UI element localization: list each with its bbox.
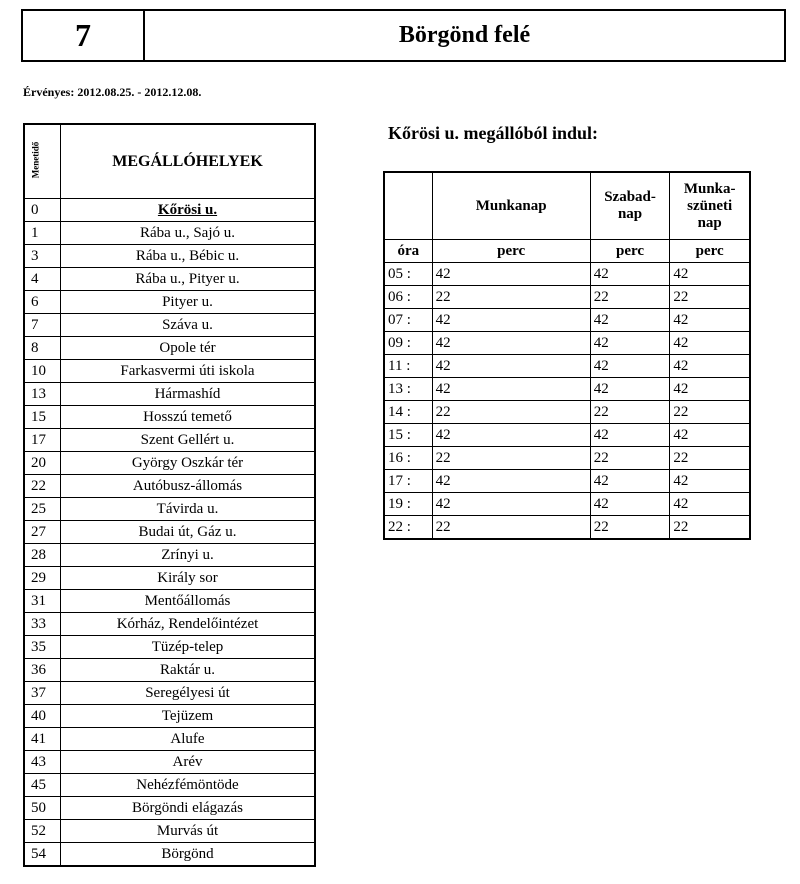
workday-minute: 22	[432, 401, 590, 424]
workday-minute: 42	[432, 309, 590, 332]
hour-column-header-blank	[384, 172, 432, 240]
stop-row	[24, 590, 315, 613]
stop-row	[24, 843, 315, 867]
stop-travel-minutes: 40	[24, 705, 61, 728]
stop-name: Raktár u.	[61, 659, 316, 682]
saturday-minute: 22	[590, 516, 670, 540]
stop-name: Tüzép-telep	[61, 636, 316, 659]
departure-row	[384, 378, 750, 401]
stop-row	[24, 682, 315, 705]
holiday-minute: 42	[670, 355, 750, 378]
minute-subheader-saturday: perc	[590, 240, 670, 263]
departure-hour: 13 :	[384, 378, 432, 401]
workday-minute: 42	[432, 355, 590, 378]
stop-name: Börgönd	[61, 843, 316, 867]
departure-row	[384, 424, 750, 447]
stop-name: Kórház, Rendelőintézet	[61, 613, 316, 636]
stop-name: Farkasvermi úti iskola	[61, 360, 316, 383]
minutes-column-header: Menetidő	[24, 124, 61, 199]
stop-row	[24, 291, 315, 314]
stop-travel-minutes: 27	[24, 521, 61, 544]
hour-subheader: óra	[384, 240, 432, 263]
workday-minute: 42	[432, 263, 590, 286]
stop-row	[24, 337, 315, 360]
departure-hour: 15 :	[384, 424, 432, 447]
stop-name: Rába u., Sajó u.	[61, 222, 316, 245]
stop-row	[24, 360, 315, 383]
stop-travel-minutes: 3	[24, 245, 61, 268]
workday-minute: 42	[432, 378, 590, 401]
holiday-minute: 22	[670, 286, 750, 309]
departure-row	[384, 355, 750, 378]
saturday-minute: 42	[590, 355, 670, 378]
workday-minute: 22	[432, 447, 590, 470]
saturday-minute: 42	[590, 263, 670, 286]
stop-row	[24, 314, 315, 337]
stop-travel-minutes: 1	[24, 222, 61, 245]
stop-row	[24, 751, 315, 774]
saturday-column-header: Szabad-nap	[590, 172, 670, 240]
stop-name: Autóbusz-állomás	[61, 475, 316, 498]
holiday-column-header: Munka-szüneti nap	[670, 172, 750, 240]
saturday-minute: 42	[590, 493, 670, 516]
workday-minute: 42	[432, 332, 590, 355]
stop-name: Király sor	[61, 567, 316, 590]
holiday-minute: 42	[670, 263, 750, 286]
stop-travel-minutes: 54	[24, 843, 61, 867]
route-header	[21, 9, 786, 62]
departure-row	[384, 401, 750, 424]
departures-table	[383, 171, 751, 540]
departure-row	[384, 470, 750, 493]
workday-minute: 42	[432, 493, 590, 516]
stop-row	[24, 728, 315, 751]
departure-row	[384, 447, 750, 470]
stop-travel-minutes: 6	[24, 291, 61, 314]
stop-name: Nehézfémöntöde	[61, 774, 316, 797]
stop-travel-minutes: 10	[24, 360, 61, 383]
stop-row	[24, 406, 315, 429]
stop-row	[24, 820, 315, 843]
minute-subheader-workday: perc	[432, 240, 590, 263]
departure-hour: 16 :	[384, 447, 432, 470]
holiday-minute: 42	[670, 424, 750, 447]
stop-travel-minutes: 52	[24, 820, 61, 843]
saturday-minute: 42	[590, 470, 670, 493]
route-number: 7	[23, 11, 145, 60]
stop-row	[24, 521, 315, 544]
stop-name: Opole tér	[61, 337, 316, 360]
departure-row	[384, 309, 750, 332]
stop-name: Tejüzem	[61, 705, 316, 728]
stop-travel-minutes: 8	[24, 337, 61, 360]
stop-row	[24, 429, 315, 452]
stop-name: Arév	[61, 751, 316, 774]
stop-name: Pityer u.	[61, 291, 316, 314]
stop-row	[24, 475, 315, 498]
stop-travel-minutes: 33	[24, 613, 61, 636]
workday-minute: 42	[432, 424, 590, 447]
stop-row	[24, 245, 315, 268]
stop-name: Seregélyesi út	[61, 682, 316, 705]
stops-body	[24, 199, 315, 867]
departure-hour: 07 :	[384, 309, 432, 332]
stop-row	[24, 498, 315, 521]
departure-hour: 19 :	[384, 493, 432, 516]
stop-travel-minutes: 20	[24, 452, 61, 475]
minute-subheader-holiday: perc	[670, 240, 750, 263]
stop-row	[24, 797, 315, 820]
departure-hour: 22 :	[384, 516, 432, 540]
stop-row	[24, 199, 315, 222]
validity-period: Érvényes: 2012.08.25. - 2012.12.08.	[23, 85, 202, 99]
saturday-minute: 42	[590, 378, 670, 401]
stops-column-header: MEGÁLLÓHELYEK	[61, 124, 316, 199]
stops-table	[23, 123, 316, 867]
stop-row	[24, 567, 315, 590]
stop-travel-minutes: 17	[24, 429, 61, 452]
saturday-minute: 42	[590, 309, 670, 332]
stop-travel-minutes: 43	[24, 751, 61, 774]
workday-minute: 42	[432, 470, 590, 493]
stop-travel-minutes: 31	[24, 590, 61, 613]
stop-row	[24, 705, 315, 728]
stop-name: György Oszkár tér	[61, 452, 316, 475]
departure-hour: 11 :	[384, 355, 432, 378]
holiday-minute: 22	[670, 401, 750, 424]
stop-travel-minutes: 13	[24, 383, 61, 406]
holiday-minute: 42	[670, 309, 750, 332]
stop-name: Rába u., Bébic u.	[61, 245, 316, 268]
departures-title: Kőrösi u. megállóból indul:	[388, 123, 599, 143]
stop-name: Budai út, Gáz u.	[61, 521, 316, 544]
saturday-minute: 22	[590, 401, 670, 424]
stop-row	[24, 452, 315, 475]
stop-row	[24, 544, 315, 567]
stop-row	[24, 383, 315, 406]
stop-travel-minutes: 4	[24, 268, 61, 291]
stop-travel-minutes: 22	[24, 475, 61, 498]
stop-name: Zrínyi u.	[61, 544, 316, 567]
stop-travel-minutes: 41	[24, 728, 61, 751]
stop-travel-minutes: 25	[24, 498, 61, 521]
departure-hour: 17 :	[384, 470, 432, 493]
stop-name: Száva u.	[61, 314, 316, 337]
workday-minute: 22	[432, 286, 590, 309]
saturday-minute: 22	[590, 447, 670, 470]
departure-hour: 05 :	[384, 263, 432, 286]
saturday-minute: 22	[590, 286, 670, 309]
stop-row	[24, 268, 315, 291]
departure-hour: 06 :	[384, 286, 432, 309]
stop-travel-minutes: 35	[24, 636, 61, 659]
departure-row	[384, 332, 750, 355]
holiday-minute: 22	[670, 516, 750, 540]
holiday-minute: 42	[670, 332, 750, 355]
stop-name: Hosszú temető	[61, 406, 316, 429]
stop-travel-minutes: 28	[24, 544, 61, 567]
stop-row	[24, 774, 315, 797]
holiday-minute: 42	[670, 378, 750, 401]
stop-name: Szent Gellért u.	[61, 429, 316, 452]
stop-name: Rába u., Pityer u.	[61, 268, 316, 291]
stop-row	[24, 636, 315, 659]
departure-row	[384, 493, 750, 516]
stop-row	[24, 222, 315, 245]
departure-row	[384, 263, 750, 286]
stop-travel-minutes: 0	[24, 199, 61, 222]
saturday-minute: 42	[590, 424, 670, 447]
departure-row	[384, 286, 750, 309]
route-destination: Börgönd felé	[398, 22, 531, 48]
saturday-minute: 42	[590, 332, 670, 355]
stop-name: Mentőállomás	[61, 590, 316, 613]
stop-name: Távirda u.	[61, 498, 316, 521]
stop-travel-minutes: 29	[24, 567, 61, 590]
stop-travel-minutes: 7	[24, 314, 61, 337]
stop-travel-minutes: 37	[24, 682, 61, 705]
holiday-minute: 42	[670, 493, 750, 516]
stop-name: Alufe	[61, 728, 316, 751]
departure-hour: 09 :	[384, 332, 432, 355]
stop-name: Murvás út	[61, 820, 316, 843]
stop-travel-minutes: 36	[24, 659, 61, 682]
stop-travel-minutes: 45	[24, 774, 61, 797]
workday-minute: 22	[432, 516, 590, 540]
departures-body	[384, 263, 750, 540]
departure-row	[384, 516, 750, 540]
holiday-minute: 22	[670, 447, 750, 470]
stop-name: Hármashíd	[61, 383, 316, 406]
stop-travel-minutes: 50	[24, 797, 61, 820]
stop-name: Börgöndi elágazás	[61, 797, 316, 820]
stop-travel-minutes: 15	[24, 406, 61, 429]
stop-name: Kőrösi u.	[61, 199, 316, 222]
stop-row	[24, 659, 315, 682]
workday-column-header: Munkanap	[432, 172, 590, 240]
departure-hour: 14 :	[384, 401, 432, 424]
stop-row	[24, 613, 315, 636]
holiday-minute: 42	[670, 470, 750, 493]
